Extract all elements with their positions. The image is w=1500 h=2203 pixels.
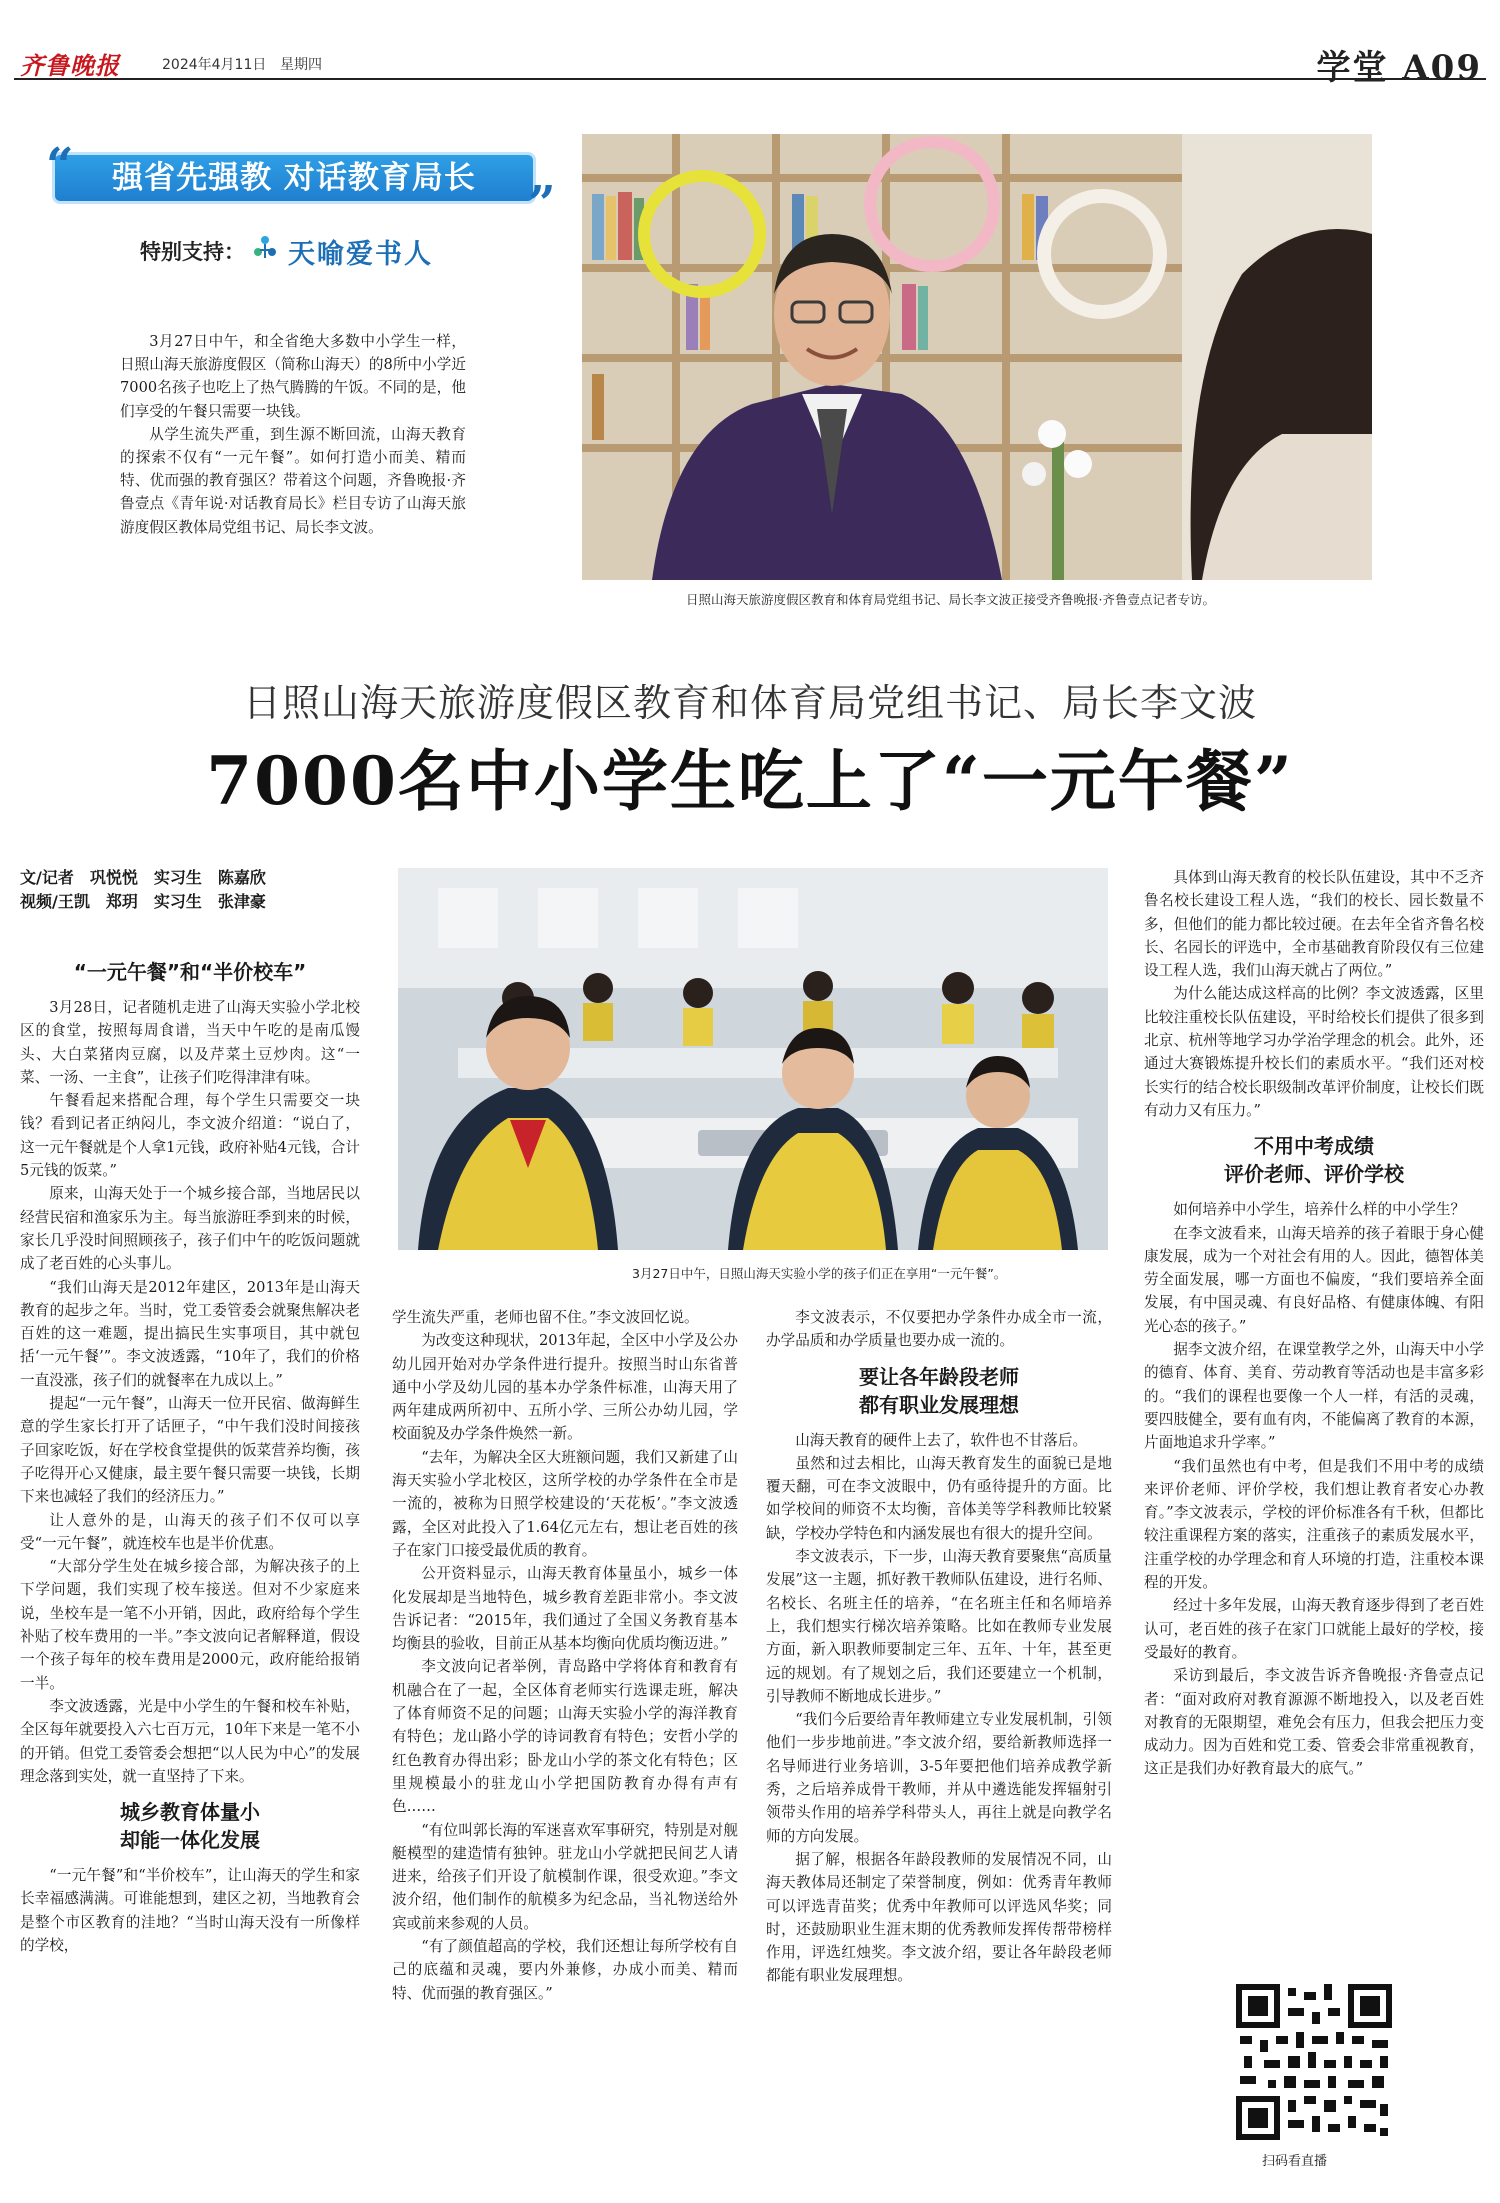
intro-text	[120, 330, 466, 539]
paragraph: 学生流失严重，老师也留不住。”李文波回忆说。	[392, 1309, 699, 1326]
masthead	[14, 40, 1486, 88]
subheading: 要让各年龄段老师 都有职业发展理想	[859, 1364, 1019, 1417]
paragraph: 经过十多年发展，山海天教育逐步得到了老百姓认可，老百姓的孩子在家门口就能上最好的学校，接受最好的教育。	[1144, 1597, 1484, 1661]
paragraph: 为改变这种现状，2013年起，全区中小学及公办幼儿园开始对办学条件进行提升。按照当时山东省普通中小学及幼儿园的基本办学条件标准，山海天用了两年建成两所初中、五所小学、三所公办幼儿园，学校面貌及办学条件焕然一新。	[392, 1332, 738, 1443]
article-headline: 7000名中小学生吃上了“一元午餐”	[206, 742, 1294, 820]
paragraph: 具体到山海天教育的校长队伍建设，其中不乏齐鲁名校长建设工程人选，“我们的校长、园长数量不多，但他们的能力都比较过硬。在去年全省齐鲁名校长、名园长的评选中，全市基础教育阶段仅有三位建设工程人选，我们山海天就占了两位。”	[1144, 869, 1484, 980]
article-column-1	[20, 948, 360, 2192]
quote-open-icon: “	[46, 138, 74, 194]
issue-weekday: 星期四	[280, 57, 322, 73]
lunch-photo	[398, 868, 1108, 1250]
intro-paragraph: 3月27日中午，和全省绝大多数中小学生一样，日照山海天旅游度假区（简称山海天）的8所中小学近7000名孩子也吃上了热气腾腾的午饭。不同的是，他们享受的午餐只需要一块钱。	[120, 333, 466, 420]
paragraph: “一元午餐”和“半价校车”，让山海天的学生和家长幸福感满满。可谁能想到，建区之初，当地教育会是整个市区教育的洼地？“当时山海天没有一所像样的学校，	[20, 1867, 360, 1954]
paragraph: 让人意外的是，山海天的孩子们不仅可以享受“一元午餐”，就连校车也是半价优惠。	[20, 1511, 360, 1552]
paragraph: 据了解，根据各年龄段教师的发展情况不同，山海天教体局还制定了荣誉制度，例如：优秀青年教师可以评选青苗奖；优秀中年教师可以评选风华奖；同时，还鼓励职业生涯末期的优秀教师发挥传帮带榜样作用，评选红烛奖。李文波介绍，要让各年龄段老师都能有职业发展理想。	[766, 1850, 1112, 1985]
support-label: 特别支持：	[140, 240, 245, 264]
paragraph: 李文波表示，下一步，山海天教育要聚焦“高质量发展”这一主题，抓好教干教师队伍建设，进行名师、名校长、名班主任的培养，“在名班主任和名师培养上，我们想实行梯次培养策略。比如在教师专业发展方面，新入职教师要制定三年、五年、十年，甚至更远的规划。有了规划之后，我们还要建立一个机制，引导教师不断地成长进步。”	[766, 1548, 1112, 1705]
qr-label: 扫码看直播	[1262, 2154, 1328, 2169]
paragraph: 公开资料显示，山海天教育体量虽小，城乡一体化发展却是当地特色，城乡教育差距非常小。李文波告诉记者：“2015年，我们通过了全国义务教育基本均衡县的验收，目前正从基本均衡向优质均衡迈进。”	[392, 1565, 738, 1653]
column-title: 强省先强教 对话教育局长	[112, 160, 476, 196]
column-banner	[46, 138, 556, 232]
paragraph: 据李文波介绍，在课堂教学之外，山海天中小学的德育、体育、美育、劳动教育等活动也是丰富多彩的。“我们的课程也要像一个人一样，有活的灵魂，要四肢健全，要有血有肉，不能偏离了教育的本源，片面地追求升学率。”	[1144, 1341, 1484, 1452]
paragraph: 为什么能达成这样高的比例？李文波透露，区里比较注重校长队伍建设，平时给校长们提供了很多到北京、杭州等地学习办学治学理念的机会。此外，还通过大赛锻炼提升校长们的素质水平。“我们还对校长实行的结合校长职级制改革评价制度，让校长们既有动力又有压力。”	[1144, 985, 1484, 1119]
paragraph: “大部分学生处在城乡接合部，为解决孩子的上下学问题，我们实现了校车接送。但对不少家庭来说，坐校车是一笔不小开销，因此，政府给每个学生补贴了校车费用的一半。”李文波向记者解释道，假设一个孩子每年的校车费用是2000元，政府能给报销一半。	[20, 1558, 360, 1692]
sponsor-logo-icon	[250, 232, 280, 262]
paragraph: 李文波透露，光是中小学生的午餐和校车补贴，全区每年就要投入六七百万元，10年下来是一笔不小的开销。但党工委管委会想把“以人民为中心”的发展理念落到实处，就一直坚持了下来。	[20, 1697, 360, 1785]
article-kicker: 日照山海天旅游度假区教育和体育局党组书记、局长李文波	[242, 681, 1257, 725]
article-column-4	[1144, 866, 1484, 1942]
paragraph: 采访到最后，李文波告诉齐鲁晚报·齐鲁壹点记者：“面对政府对教育源源不断地投入，以及老百姓对教育的无限期望，难免会有压力，但我会把压力变成动力。因为百姓和党工委、管委会非常重视教育，这正是我们办好教育最大的底气。”	[1144, 1667, 1484, 1778]
subheading: “一元午餐”和“半价校车”	[73, 960, 307, 984]
paragraph: “有位叫郭长海的军迷喜欢军事研究，特别是对舰艇模型的建造情有独钟。驻龙山小学就把民间艺人请进来，给孩子们开设了航模制作课，很受欢迎。”李文波介绍，他们制作的航模多为纪念品，当礼物送给外宾或前来参观的人员。	[392, 1821, 738, 1932]
issue-date: 2024年4月11日	[162, 57, 267, 73]
lunch-photo-caption: 3月27日中午，日照山海天实验小学的孩子们正在享用“一元午餐”。	[632, 1266, 1007, 1281]
paragraph: “我们虽然也有中考，但是我们不用中考的成绩来评价老师、评价学校，我们想让教育者安心办教育。”李文波表示，学校的评价标准各有千秋，但都比较注重课程方案的落实，注重孩子的素质发展水平，注重学校的办学理念和育人环境的打造，注重校本课程的开发。	[1144, 1457, 1484, 1592]
paragraph: 原来，山海天处于一个城乡接合部，当地居民以经营民宿和渔家乐为主。每当旅游旺季到来的时候，家长几乎没时间照顾孩子，孩子们中午的吃饭问题就成了老百姓的心头事儿。	[20, 1185, 360, 1273]
paragraph: 提起“一元午餐”，山海天一位开民宿、做海鲜生意的学生家长打开了话匣子，“中午我们没时间接孩子回家吃饭，好在学校食堂提供的饭菜营养均衡，孩子吃得开心又健康，最主要午餐只需要一块钱，长期下来也减轻了我们的经济压力。”	[20, 1395, 360, 1506]
paragraph: 午餐看起来搭配合理，每个学生只需要交一块钱？看到记者正纳闷儿，李文波介绍道：“说白了，这一元午餐就是个人拿1元钱，政府补贴4元钱，合计5元钱的饭菜。”	[20, 1092, 360, 1180]
paragraph: “有了颜值超高的学校，我们还想让每所学校有自己的底蕴和灵魂，要内外兼修，办成小而美、精而特、优而强的教育强区。”	[392, 1938, 738, 2002]
subheading: 不用中考成绩 评价老师、评价学校	[1224, 1134, 1404, 1187]
quote-close-icon: ”	[528, 176, 556, 232]
paragraph: “我们山海天是2012年建区，2013年是山海天教育的起步之年。当时，党工委管委会就聚焦解决老百姓的这一难题，提出搞民生实事项目，其中就包括‘一元午餐’”。李文波透露，“10年了，我们的价格一直没涨，孩子们的就餐率在九成以上。”	[20, 1278, 360, 1389]
section-page-label: 学堂 A09	[1316, 48, 1482, 88]
paragraph: 在李文波看来，山海天培养的孩子着眼于身心健康发展，成为一个对社会有用的人。因此，德智体美劳全面发展，哪一方面也不偏废，“我们要培养全面发展，有中国灵魂、有良好品格、有健康体魄、有阳光心态的孩子。”	[1144, 1224, 1484, 1335]
qr-code-icon[interactable]	[1232, 1980, 1396, 2144]
paragraph: 如何培养中小学生，培养什么样的中小学生？	[1173, 1201, 1466, 1219]
sponsor-name: 天喻爱书人	[288, 239, 433, 270]
paragraph: 3月28日，记者随机走进了山海天实验小学北校区的食堂，按照每周食谱，当天中午吃的是南瓜馒头、大白菜猪肉豆腐，以及芹菜土豆炒肉。这“一菜、一汤、一主食”，让孩子们吃得津津有味。	[20, 999, 360, 1086]
article-column-3	[766, 1306, 1112, 2192]
subheading: 城乡教育体量小 却能一体化发展	[120, 1800, 260, 1853]
interview-photo	[582, 134, 1372, 580]
byline	[20, 866, 350, 914]
paragraph: 李文波表示，不仅要把办学条件办成全市一流，办学品质和办学质量也要办成一流的。	[766, 1309, 1112, 1350]
paragraph: “去年，为解决全区大班额问题，我们又新建了山海天实验小学北校区，这所学校的办学条件在全市是一流的，被称为日照学校建设的‘天花板’。”李文波透露，全区对此投入了1.64亿元左右，想让老百姓的孩子在家门口接受最优质的教育。	[392, 1448, 738, 1559]
byline-line: 视频/王凯 郑玥 实习生 张津豪	[20, 892, 266, 911]
byline-line: 文/记者 巩悦悦 实习生 陈嘉欣	[20, 868, 266, 887]
newspaper-logo: 齐鲁晚报	[20, 51, 120, 80]
paragraph: 山海天教育的硬件上去了，软件也不甘落后。	[795, 1431, 1088, 1449]
top-photo-caption: 日照山海天旅游度假区教育和体育局党组书记、局长李文波正接受齐鲁晚报·齐鲁壹点记者专访。	[686, 592, 1215, 607]
intro-paragraph: 从学生流失严重，到生源不断回流，山海天教育的探索不仅有“一元午餐”。如何打造小而美、精而特、优而强的教育强区？带着这个问题，齐鲁晚报·齐鲁壹点《青年说·对话教育局长》栏目专访了山海天旅游度假区教体局党组书记、局长李文波。	[120, 425, 466, 536]
article-column-2	[392, 1306, 738, 2192]
paragraph: “我们今后要给青年教师建立专业发展机制，引领他们一步步地前进。”李文波介绍，要给新教师选择一名导师进行业务培训，3-5年要把他们培养成教学新秀，之后培养成骨干教师，并从中遴选能发挥辐射引领带头作用的培养学科带头人，再往上就是向教学名师的方向发展。	[766, 1711, 1112, 1845]
paragraph: 虽然和过去相比，山海天教育发生的面貌已是地覆天翻，可在李文波眼中，仍有亟待提升的方面。比如学校间的师资不太均衡，音体美等学科教师比较紧缺，学校办学特色和内涵发展也有很大的提升空间。	[766, 1454, 1112, 1542]
paragraph: 李文波向记者举例，青岛路中学将体育和教育有机融合在了一起，全区体育老师实行选课走班，解决了体育师资不足的问题；山海天实验小学的海洋教育有特色；龙山路小学的诗词教育有特色；安哲小学的红色教育办得出彩；卧龙山小学的茶文化有特色；区里规模最小的驻龙山小学把国防教育办得有声有色……	[392, 1658, 738, 1816]
